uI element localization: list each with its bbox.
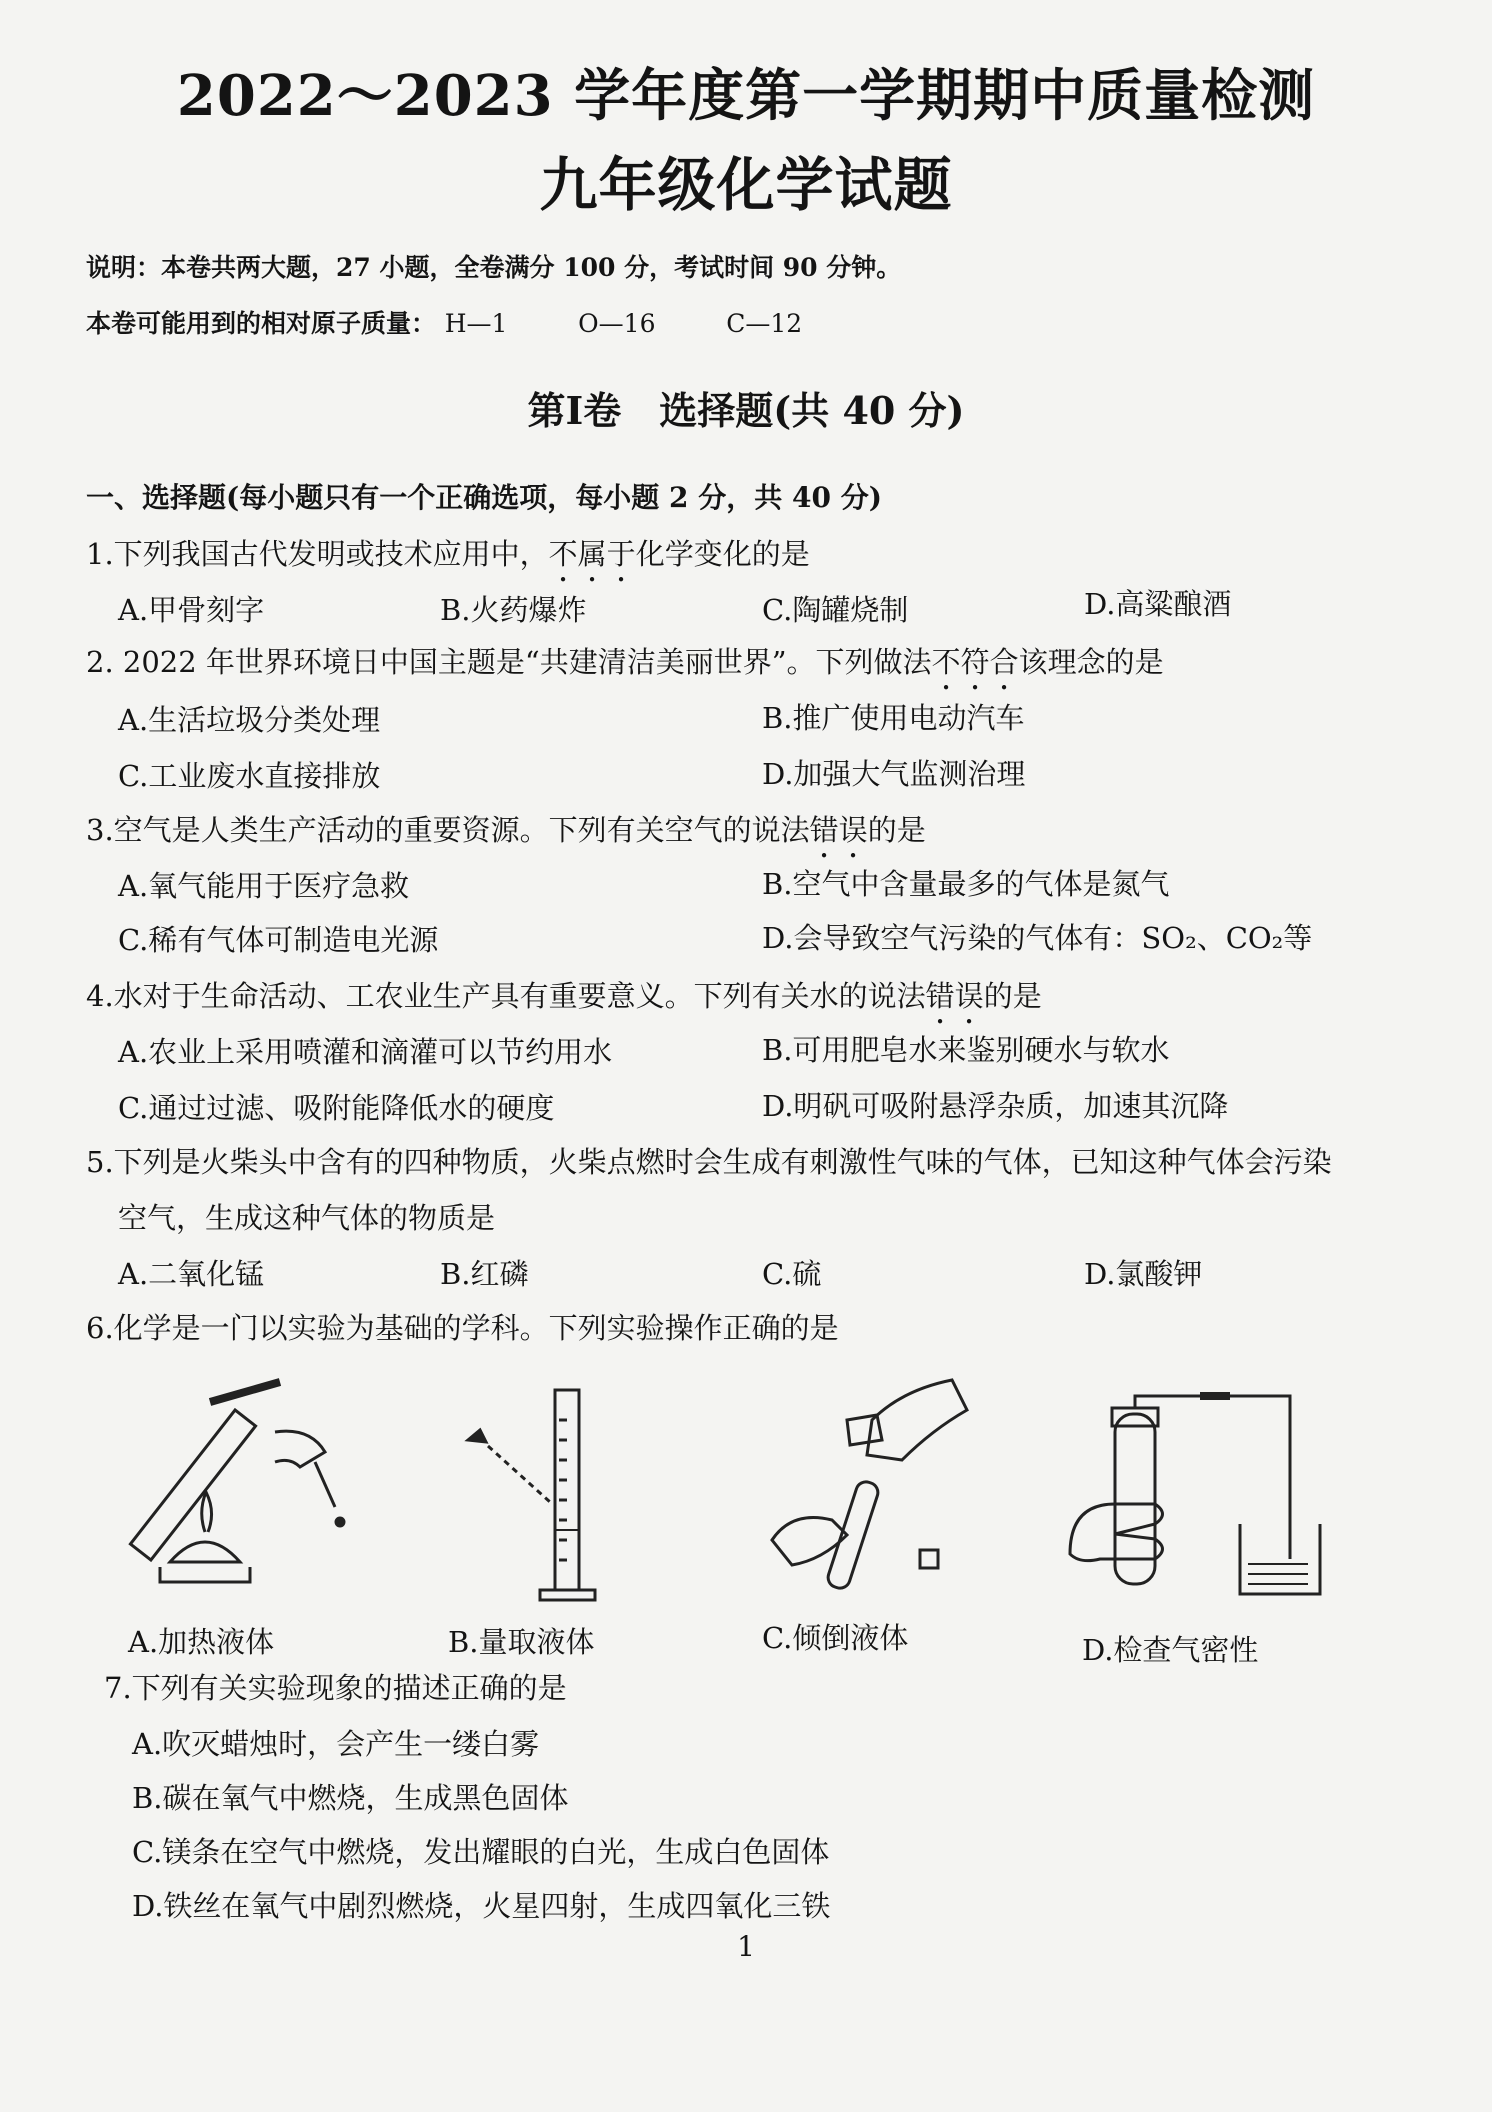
q6-option-d: D.检查气密性 <box>1082 1633 1259 1667</box>
exam-title: 2022～2023 学年度第一学期期中质量检测 <box>176 63 1316 129</box>
q1-option-c: C.陶罐烧制 <box>762 593 909 627</box>
q4-option-c: C.通过过滤、吸附能降低水的硬度 <box>118 1091 555 1125</box>
question-2-emphasis: 不符合 <box>931 645 1019 679</box>
q7-option-a: A.吹灭蜡烛时，会产生一缕白雾 <box>132 1727 540 1761</box>
question-2-stem-post: 该理念的是 <box>1018 645 1164 679</box>
pouring-liquid-illustration <box>752 1360 992 1600</box>
q1-option-b: B.火药爆炸 <box>440 593 587 627</box>
q2-option-b: B.推广使用电动汽车 <box>762 701 1025 735</box>
question-1-stem-pre: 1.下列我国古代发明或技术应用中， <box>86 537 549 571</box>
question-4-emphasis: 错误 <box>925 979 984 1013</box>
question-1-stem-post: 化学变化的是 <box>635 537 810 571</box>
atomic-mass-label: 本卷可能用到的相对原子质量： <box>86 309 437 338</box>
page-number: 1 <box>737 1930 755 1963</box>
q7-option-c: C.镁条在空气中燃烧，发出耀眼的白光，生成白色固体 <box>132 1835 830 1869</box>
q7-option-b: B.碳在氧气中燃烧，生成黑色固体 <box>132 1781 569 1815</box>
q3-option-b: B.空气中含量最多的气体是氮气 <box>762 867 1170 901</box>
q6-option-c: C.倾倒液体 <box>762 1621 909 1655</box>
question-2 <box>86 640 1164 697</box>
q4-option-a: A.农业上采用喷灌和滴灌可以节约用水 <box>118 1035 613 1069</box>
question-2-stem-pre: 2. 2022 年世界环境日中国主题是“共建清洁美丽世界”。下列做法 <box>86 645 932 679</box>
question-5-line-2: 空气，生成这种气体的物质是 <box>118 1201 496 1235</box>
atomic-mass-c: C—12 <box>726 309 803 338</box>
question-4 <box>86 974 1042 1031</box>
q3-option-a: A.氧气能用于医疗急救 <box>118 869 410 903</box>
question-5-line-1: 5.下列是火柴头中含有的四种物质，火柴点燃时会生成有刺激性气味的气体，已知这种气体会污染 <box>86 1145 1332 1179</box>
question-4-stem-post: 的是 <box>983 979 1042 1013</box>
question-6: 6.化学是一门以实验为基础的学科。下列实验操作正确的是 <box>86 1311 839 1345</box>
question-1-emphasis: 不属于 <box>548 537 636 571</box>
exam-instructions: 说明：本卷共两大题，27 小题，全卷满分 100 分，考试时间 90 分钟。 <box>86 253 902 282</box>
q7-option-d: D.铁丝在氧气中剧烈燃烧，火星四射，生成四氧化三铁 <box>132 1889 831 1923</box>
q1-option-a: A.甲骨刻字 <box>118 593 265 627</box>
airtightness-check-illustration <box>1060 1384 1340 1624</box>
heating-liquid-illustration <box>120 1372 350 1602</box>
question-3-stem-pre: 3.空气是人类生产活动的重要资源。下列有关空气的说法 <box>86 813 810 847</box>
question-3 <box>86 808 926 865</box>
question-4-stem-pre: 4.水对于生命活动、工农业生产具有重要意义。下列有关水的说法 <box>86 979 926 1013</box>
question-7: 7.下列有关实验现象的描述正确的是 <box>104 1671 567 1705</box>
q4-option-b: B.可用肥皂水来鉴别硬水与软水 <box>762 1033 1170 1067</box>
q1-option-d: D.高粱酿酒 <box>1084 587 1232 621</box>
question-3-emphasis: 错误 <box>809 813 868 847</box>
question-3-stem-post: 的是 <box>867 813 926 847</box>
q3-option-c: C.稀有气体可制造电光源 <box>118 923 439 957</box>
atomic-mass-line <box>86 304 864 340</box>
q5-option-a: A.二氧化锰 <box>118 1257 265 1291</box>
q5-option-b: B.红磷 <box>440 1257 529 1291</box>
section-title: 第Ⅰ卷 选择题(共 40 分) <box>527 388 965 433</box>
part-heading: 一、选择题(每小题只有一个正确选项，每小题 2 分，共 40 分) <box>86 481 882 514</box>
q2-option-c: C.工业废水直接排放 <box>118 759 381 793</box>
q2-option-a: A.生活垃圾分类处理 <box>118 703 381 737</box>
exam-subtitle: 九年级化学试题 <box>539 151 953 219</box>
measuring-liquid-illustration <box>440 1380 620 1610</box>
q3-option-d: D.会导致空气污染的气体有：SO₂、CO₂等 <box>762 921 1313 955</box>
question-1 <box>86 532 810 589</box>
q4-option-d: D.明矾可吸附悬浮杂质，加速其沉降 <box>762 1089 1229 1123</box>
q2-option-d: D.加强大气监测治理 <box>762 757 1026 791</box>
atomic-mass-o: O—16 <box>578 309 656 338</box>
q6-option-b: B.量取液体 <box>448 1625 595 1659</box>
q5-option-d: D.氯酸钾 <box>1084 1257 1203 1291</box>
q5-option-c: C.硫 <box>762 1257 822 1291</box>
atomic-mass-h: H—1 <box>444 309 508 338</box>
q6-option-a: A.加热液体 <box>128 1625 275 1659</box>
